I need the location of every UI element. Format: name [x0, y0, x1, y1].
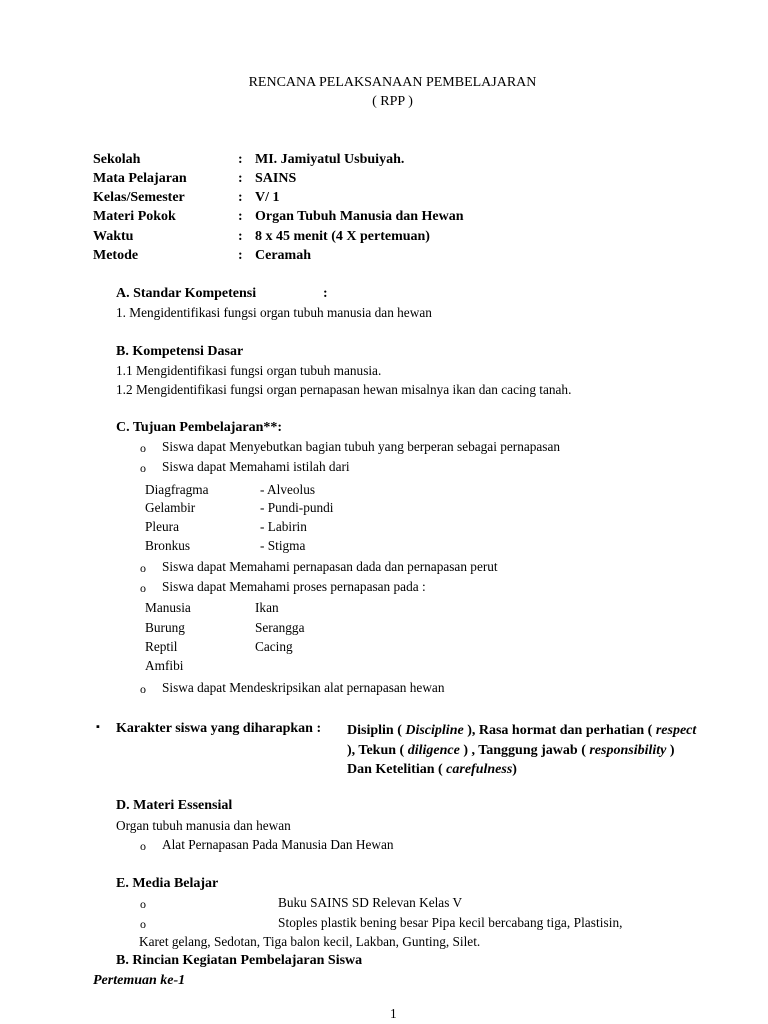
- bullet-icon: o: [140, 461, 146, 475]
- identity-value-class: V/ 1: [255, 190, 280, 205]
- document-subtitle: ( RPP ): [372, 94, 413, 109]
- term-right: - Alveolus: [260, 482, 316, 497]
- section-e-heading: E. Media Belajar: [116, 876, 219, 891]
- identity-colon: :: [238, 209, 243, 224]
- identity-colon: :: [238, 152, 243, 167]
- identity-label-school: Sekolah: [93, 152, 141, 167]
- goal-item: Siswa dapat Menyebutkan bagian tubuh yang berperan sebagai pernapasan: [162, 439, 561, 454]
- identity-value-time: 8 x 45 menit (4 X pertemuan): [255, 229, 430, 244]
- section-d-item: Alat Pernapasan Pada Manusia Dan Hewan: [162, 837, 394, 852]
- organism-right: Cacing: [255, 639, 293, 654]
- meeting-label: Pertemuan ke-1: [93, 973, 186, 988]
- organism-left: Reptil: [145, 639, 178, 654]
- bullet-icon: o: [140, 917, 146, 931]
- identity-label-method: Metode: [93, 248, 139, 263]
- bullet-icon: o: [140, 441, 146, 455]
- term-left: Bronkus: [145, 538, 191, 553]
- identity-label-class: Kelas/Semester: [93, 190, 185, 205]
- identity-value-subject: SAINS: [255, 171, 297, 186]
- page-number: 1: [390, 1006, 397, 1021]
- bullet-icon: o: [140, 897, 146, 911]
- term-left: Pleura: [145, 519, 179, 534]
- section-a-colon: :: [323, 286, 328, 301]
- term-right: - Labirin: [260, 519, 307, 534]
- section-b-heading: B. Kompetensi Dasar: [116, 344, 244, 359]
- section-c-heading: C. Tujuan Pembelajaran**:: [116, 420, 283, 435]
- identity-value-topic: Organ Tubuh Manusia dan Hewan: [255, 209, 464, 224]
- organism-right: Ikan: [255, 600, 279, 615]
- identity-label-topic: Materi Pokok: [93, 209, 176, 224]
- identity-colon: :: [238, 248, 243, 263]
- goal-item: Siswa dapat Mendeskripsikan alat pernapasan hewan: [162, 680, 445, 695]
- section-d-text: Organ tubuh manusia dan hewan: [116, 818, 291, 833]
- bullet-icon: o: [140, 561, 146, 575]
- section-a-item: 1. Mengidentifikasi fungsi organ tubuh manusia dan hewan: [116, 305, 432, 320]
- identity-colon: :: [238, 171, 243, 186]
- identity-label-subject: Mata Pelajaran: [93, 171, 187, 186]
- term-left: Diagfragma: [145, 482, 209, 497]
- bullet-icon: o: [140, 581, 146, 595]
- term-right: - Stigma: [260, 538, 306, 553]
- identity-label-time: Waktu: [93, 229, 134, 244]
- goal-item: Siswa dapat Memahami pernapasan dada dan pernapasan perut: [162, 559, 498, 574]
- identity-colon: :: [238, 229, 243, 244]
- organism-left: Burung: [145, 620, 185, 635]
- document-title: RENCANA PELAKSANAAN PEMBELAJARAN: [248, 75, 537, 90]
- organism-left: Amfibi: [145, 658, 184, 673]
- bullet-icon: o: [140, 839, 146, 853]
- term-right: - Pundi-pundi: [260, 500, 334, 515]
- bullet-icon: o: [140, 682, 146, 696]
- identity-value-school: MI. Jamiyatul Usbuiyah.: [255, 152, 405, 167]
- character-values: Disiplin ( Discipline ), Rasa hormat dan perhatian ( respect ), Tekun ( diligence ) , Tanggung jawab ( responsibility ) Dan Ketelitian ( carefulness): [347, 723, 697, 777]
- character-label: Karakter siswa yang diharapkan :: [116, 721, 322, 736]
- section-d-heading: D. Materi Essensial: [116, 798, 233, 813]
- organism-right: Serangga: [255, 620, 305, 635]
- goal-item: Siswa dapat Memahami istilah dari: [162, 459, 350, 474]
- square-bullet-icon: ▪: [96, 721, 100, 733]
- section-b-item: 1.2 Mengidentifikasi fungsi organ pernapasan hewan misalnya ikan dan cacing tanah.: [116, 382, 572, 397]
- organism-left: Manusia: [145, 600, 191, 615]
- section-b-item: 1.1 Mengidentifikasi fungsi organ tubuh manusia.: [116, 363, 382, 378]
- identity-value-method: Ceramah: [255, 248, 311, 263]
- media-item: Stoples plastik bening besar Pipa kecil bercabang tiga, Plastisin,: [278, 915, 623, 930]
- section-activities-heading: B. Rincian Kegiatan Pembelajaran Siswa: [116, 953, 363, 968]
- term-left: Gelambir: [145, 500, 196, 515]
- media-item-continued: Karet gelang, Sedotan, Tiga balon kecil, Lakban, Gunting, Silet.: [139, 934, 481, 949]
- media-item: Buku SAINS SD Relevan Kelas V: [278, 895, 463, 910]
- identity-colon: :: [238, 190, 243, 205]
- section-a-heading: A. Standar Kompetensi: [116, 286, 257, 301]
- goal-item: Siswa dapat Memahami proses pernapasan pada :: [162, 579, 426, 594]
